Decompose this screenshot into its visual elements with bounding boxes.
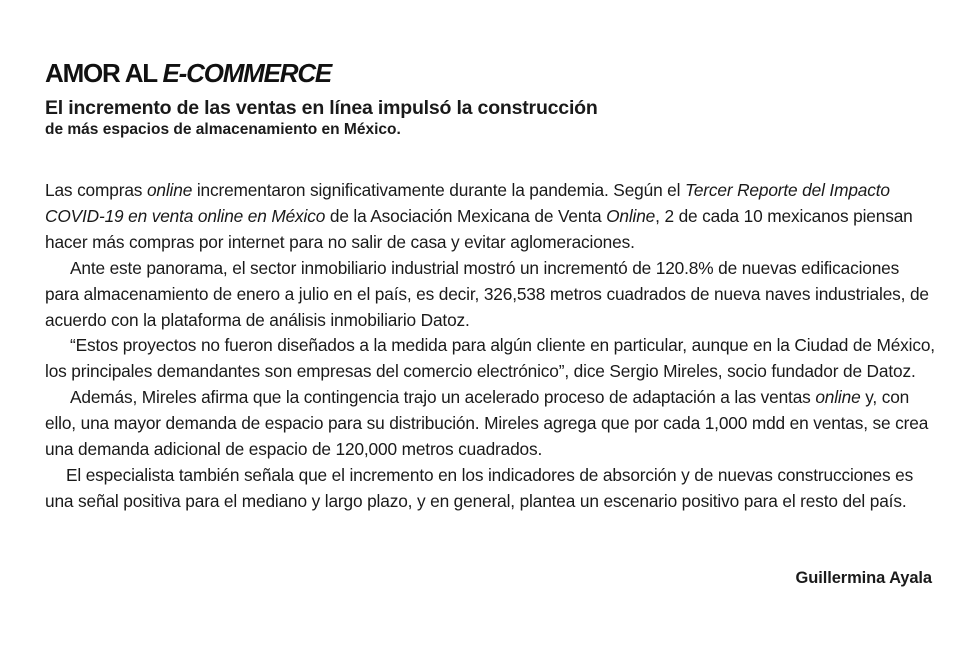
- paragraph-4: [45, 385, 935, 463]
- paragraph-3: [45, 333, 935, 385]
- italic-text: Tercer Reporte del Impacto COVID-19 en venta online en México: [45, 180, 890, 226]
- text-segment: de la Asociación Mexicana de Venta: [325, 205, 607, 226]
- text-segment: Además, Mireles afirma que la contingencia trajo un acelerado proceso de adaptación a las ventas: [70, 387, 816, 408]
- text-segment: incrementaron significativamente durante la pandemia. Según el: [192, 180, 685, 200]
- text-segment: , 2 de cada 10 mexicanos piensan hacer más compras por internet para no salir de casa y evitar aglomeraciones.: [45, 205, 913, 252]
- text-segment: El especialista también señala que el incremento en los indicadores de absorción y de nuevas construcciones es una señal positiva para el mediano y largo plazo, y en general, plantea un escenario positivo para el resto del país.: [45, 464, 914, 511]
- italic-text: Online: [606, 205, 656, 226]
- deck-line-1: El incremento de las ventas en línea impulsó la construcción: [45, 97, 598, 119]
- headline: [45, 56, 935, 90]
- paragraph-2: [45, 256, 935, 334]
- italic-text: online: [146, 180, 193, 200]
- deck-line-2: de más espacios de almacenamiento en México.: [45, 121, 401, 138]
- headline-prefix: AMOR AL: [45, 58, 163, 88]
- headline-keyword: E-COMMERCE: [162, 58, 332, 88]
- paragraph-1: [45, 178, 935, 256]
- paragraph-5: [45, 463, 935, 515]
- article: [45, 56, 935, 515]
- article-body: [45, 178, 935, 515]
- italic-text: online: [815, 387, 861, 408]
- byline: Guillermina Ayala: [795, 569, 932, 587]
- text-segment: y, con ello, una mayor demanda de espacio para su distribución. Mireles agrega que por cada 1,000 mdd en ventas, se crea una demanda adicional de espacio de 120,000 metros cuadrados.: [45, 387, 929, 460]
- text-segment: “Estos proyectos no fueron diseñados a la medida para algún cliente en particular, aunque en la Ciudad de México, los principales demandantes son empresas del comercio electrónico”, dice Sergio Mireles, socio fundador de Datoz.: [45, 335, 935, 382]
- text-segment: Las compras: [45, 180, 147, 200]
- text-segment: Ante este panorama, el sector inmobiliario industrial mostró un incrementó de 120.8% de nuevas edificaciones para almacenamiento de enero a julio en el país, es decir, 326,538 metros cuadrados de nueva naves industriales, de acuerdo con la plataforma de análisis inmobiliario Datoz.: [45, 257, 929, 330]
